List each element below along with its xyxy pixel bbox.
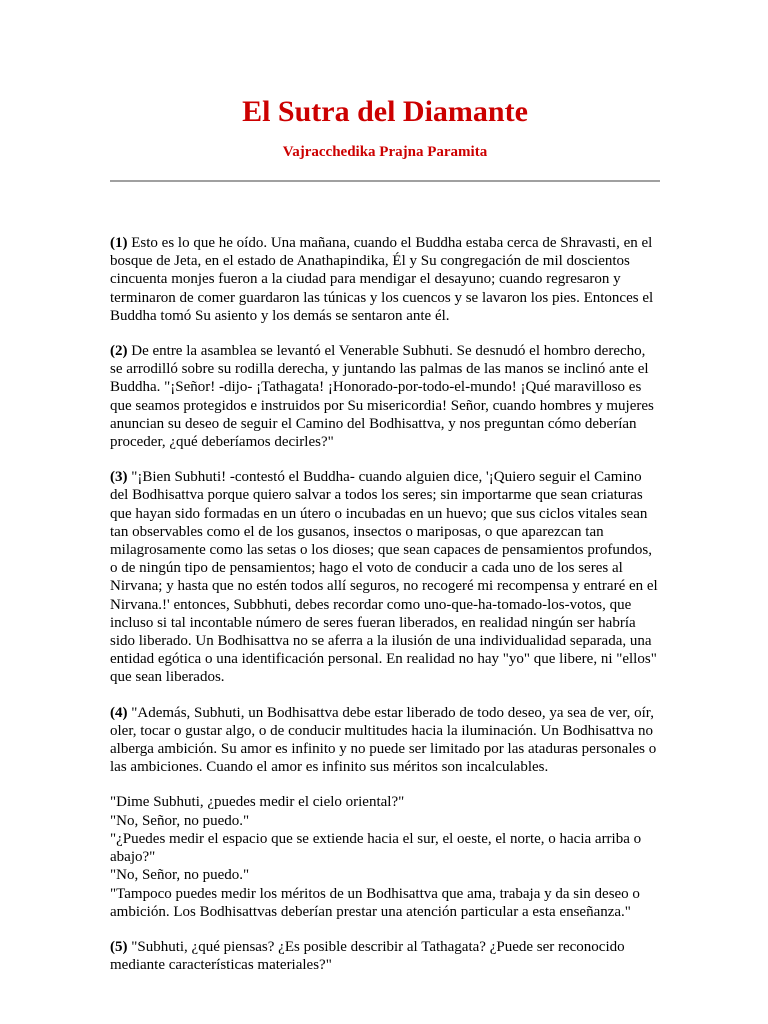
- dialogue-line: "No, Señor, no puedo.": [110, 812, 250, 829]
- paragraph-number: (3): [110, 469, 128, 486]
- paragraph-number: (1): [110, 235, 128, 251]
- dialogue-line: "¿Puedes medir el espacio que se extiende hacia el sur, el oeste, el norte, o hacia arriba o abajo?": [110, 830, 642, 866]
- paragraph-4: [110, 704, 660, 777]
- paragraph-3: [110, 468, 660, 686]
- dialogue-block: [110, 793, 660, 920]
- paragraph-2: [110, 342, 660, 451]
- paragraph-text: "¡Bien Subhuti! -contestó el Buddha- cuando alguien dice, '¡Quiero seguir el Camino del Bodhisattva porque quiero salvar a todos los seres; sin importarme que sean criaturas que hayan sido formadas en un útero o incubadas en un huevo; que sus ciclos vitales sean tan observables como el de los gusanos, insectos o mariposas, o que aparezcan tan milagrosamente como las setas o los dioses; que sean capaces de pensamientos profundos, o de ningún tipo de pensamientos; hago el voto de conducir a cada uno de los seres al Nirvana; y hasta que no estén todos allí seguros, no recogeré mi recompensa y entraré en el Nirvana.!' entonces, Subbhuti, debes recordar como uno-que-ha-tomado-los-votos, que incluso si tal incontable número de seres fueran liberados, en realidad ningún ser habría sido liberado. Un Bodhisattva no se aferra a la ilusión de una individualidad separada, una entidad egótica o una identificación personal. En realidad no hay "yo" que libere, ni "ellos" que sean liberados.: [110, 469, 658, 686]
- horizontal-divider: [110, 180, 660, 182]
- paragraph-text: De entre la asamblea se levantó el Venerable Subhuti. Se desnudó el hombro derecho, se arrodilló sobre su rodilla derecha, y juntando las palmas de las manos se inclinó ante el Buddha. "¡Señor! -dijo- ¡Tathagata! ¡Honorado-por-todo-el-mundo! ¡Qué maravilloso es que seamos protegidos e instruidos por Su misericordia! Señor, cuando hombres y mujeres anuncian su deseo de seguir el Camino del Bodhisattva, y nos preguntan cómo deberían proceder, ¿qué deberíamos decirles?": [110, 343, 654, 451]
- dialogue-line: "No, Señor, no puedo.": [110, 867, 250, 884]
- paragraph-1: [110, 234, 660, 325]
- paragraph-text: "Además, Subhuti, un Bodhisattva debe estar liberado de todo deseo, ya sea de ver, oír, oler, tocar o gustar algo, o de conducir multitudes hacia la iluminación. Un Bodhisattva no alberga ambición. Su amor es infinito y no puede ser limitado por las ataduras personales o las ambiciones. Cuando el amor es infinito sus méritos son incalculables.: [110, 704, 657, 776]
- paragraph-text: Esto es lo que he oído. Una mañana, cuando el Buddha estaba cerca de Shravasti, en el bosque de Jeta, en el estado de Anathapindika, Él y Su congregación de mil doscientos cincuenta monjes fueron a la ciudad para mendigar el desayuno; cuando regresaron y terminaron de comer guardaron las túnicas y los cuencos y se lavaron los pies. Entonces el Buddha tomó Su asiento y los demás se sentaron ante él.: [110, 235, 654, 324]
- document-body: [110, 234, 660, 974]
- page-title: El Sutra del Diamante: [242, 95, 528, 128]
- paragraph-number: (2): [110, 343, 128, 360]
- paragraph-text: "Subhuti, ¿qué piensas? ¿Es posible describir al Tathagata? ¿Puede ser reconocido mediante características materiales?": [110, 938, 625, 974]
- dialogue-line: "Tampoco puedes medir los méritos de un Bodhisattva que ama, trabaja y da sin deseo o ambición. Los Bodhisattvas deberían prestar una atención particular a esta enseñanza.": [110, 885, 640, 920]
- page-subtitle: Vajracchedika Prajna Paramita: [282, 144, 488, 160]
- paragraph-number: (4): [110, 704, 128, 721]
- paragraph-number: (5): [110, 938, 128, 955]
- dialogue-line: "Dime Subhuti, ¿puedes medir el cielo oriental?": [110, 794, 405, 811]
- paragraph-5: [110, 938, 660, 974]
